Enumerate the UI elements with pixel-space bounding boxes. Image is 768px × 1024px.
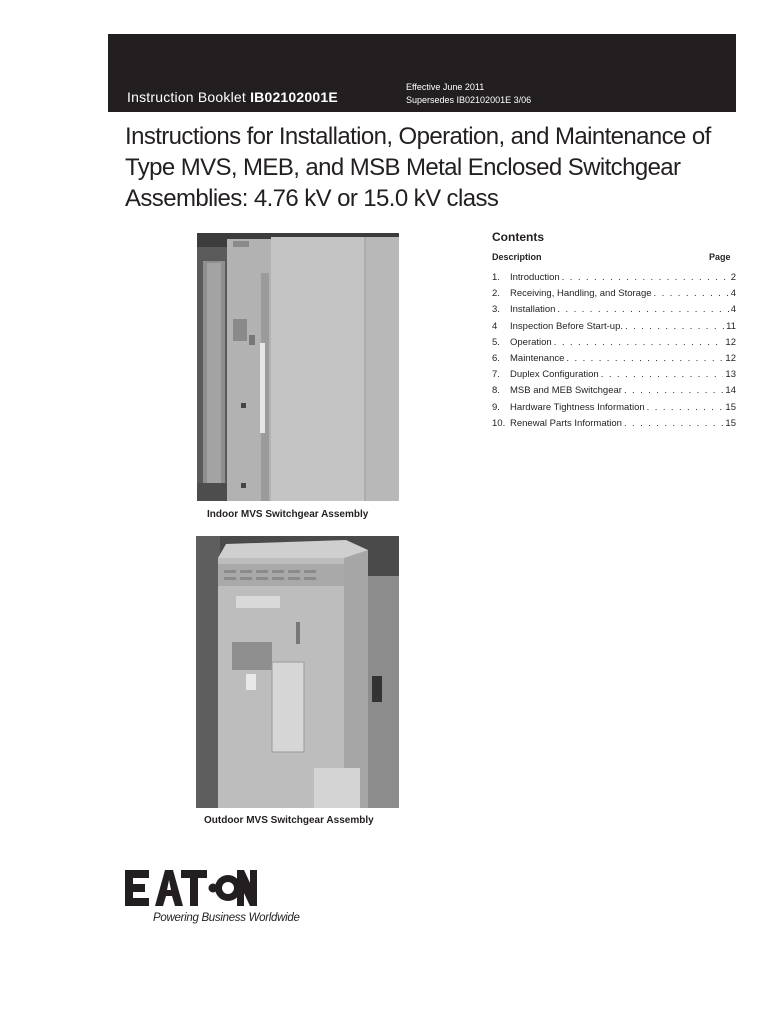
date-info bbox=[406, 81, 531, 107]
eaton-logo bbox=[125, 868, 257, 908]
toc-item-operation[interactable] bbox=[492, 335, 736, 351]
toc-leader bbox=[625, 319, 724, 335]
figure-caption-outdoor: Outdoor MVS Switchgear Assembly bbox=[204, 815, 374, 826]
toc-label: MSB and MEB Switchgear bbox=[510, 385, 622, 397]
toc-label: Introduction bbox=[510, 272, 560, 283]
toc-page: 15 bbox=[725, 401, 736, 413]
toc-leader bbox=[562, 270, 729, 286]
toc-leader bbox=[624, 416, 723, 432]
toc-item-inspection[interactable] bbox=[492, 319, 736, 335]
booklet-label: Instruction Booklet bbox=[127, 89, 251, 105]
toc-item-introduction[interactable] bbox=[492, 270, 736, 286]
toc-label: Inspection Before Start-up. bbox=[510, 320, 624, 332]
toc-item-msb-meb[interactable] bbox=[492, 383, 736, 399]
booklet-id bbox=[127, 89, 338, 105]
toc-number: 1. bbox=[492, 272, 500, 283]
toc-number: 2. bbox=[492, 288, 500, 300]
toc-number: 3. bbox=[492, 304, 500, 316]
toc-leader bbox=[647, 400, 724, 416]
document-title: Instructions for Installation, Operation, and Maintenance of Type MVS, MEB, and MSB Metal Enclosed Switchgear Assemblies: 4.76 kV or 15.0 kV class bbox=[125, 123, 711, 212]
figure-caption-indoor: Indoor MVS Switchgear Assembly bbox=[207, 509, 369, 520]
toc-leader bbox=[624, 383, 723, 399]
toc-item-receiving[interactable] bbox=[492, 286, 736, 302]
toc-item-installation[interactable] bbox=[492, 302, 736, 318]
toc-number: 10. bbox=[492, 417, 506, 429]
toc-page: 11 bbox=[726, 320, 736, 332]
toc-leader bbox=[554, 335, 724, 351]
toc-number: 9. bbox=[492, 401, 500, 413]
toc-label: Maintenance bbox=[510, 352, 565, 364]
toc-number: 6. bbox=[492, 352, 500, 364]
toc-label: Receiving, Handling, and Storage bbox=[510, 288, 652, 300]
toc-page: 15 bbox=[725, 417, 736, 429]
outdoor-switchgear-photo bbox=[196, 536, 399, 808]
toc-leader bbox=[654, 286, 729, 302]
contents-heading: Contents bbox=[492, 230, 544, 244]
toc-number: 8. bbox=[492, 385, 500, 397]
toc-label: Duplex Configuration bbox=[510, 369, 599, 381]
toc-leader bbox=[557, 302, 728, 318]
toc-page: 4 bbox=[730, 288, 736, 300]
toc-number: 5. bbox=[492, 336, 500, 348]
supersedes-note: Supersedes IB02102001E 3/06 bbox=[406, 95, 532, 105]
contents-description-header: Description bbox=[492, 252, 542, 262]
toc-leader bbox=[566, 351, 723, 367]
effective-date: Effective June 2011 bbox=[406, 82, 485, 92]
toc-label: Renewal Parts Information bbox=[510, 417, 622, 429]
toc-number: 7. bbox=[492, 369, 500, 381]
contents-page-header: Page bbox=[709, 252, 731, 262]
toc-label: Installation bbox=[510, 304, 556, 316]
toc-page: 14 bbox=[725, 385, 736, 397]
toc-leader bbox=[601, 367, 724, 383]
toc-label: Hardware Tightness Information bbox=[510, 401, 645, 413]
toc-item-duplex[interactable] bbox=[492, 367, 736, 383]
indoor-switchgear-photo bbox=[197, 233, 399, 501]
toc-page: 2 bbox=[730, 272, 736, 283]
toc-page: 12 bbox=[725, 336, 736, 348]
toc-page: 4 bbox=[730, 304, 736, 316]
toc-item-hardware[interactable] bbox=[492, 400, 736, 416]
toc-item-maintenance[interactable] bbox=[492, 351, 736, 367]
brand-tagline: Powering Business Worldwide bbox=[153, 912, 300, 924]
booklet-code: IB02102001E bbox=[250, 89, 338, 105]
toc-number: 4 bbox=[492, 320, 498, 332]
toc-label: Operation bbox=[510, 336, 552, 348]
header-bar bbox=[108, 34, 736, 112]
toc-page: 13 bbox=[725, 369, 736, 381]
table-of-contents bbox=[492, 270, 736, 432]
toc-item-renewal-parts[interactable] bbox=[492, 416, 736, 432]
toc-page: 12 bbox=[725, 352, 736, 364]
